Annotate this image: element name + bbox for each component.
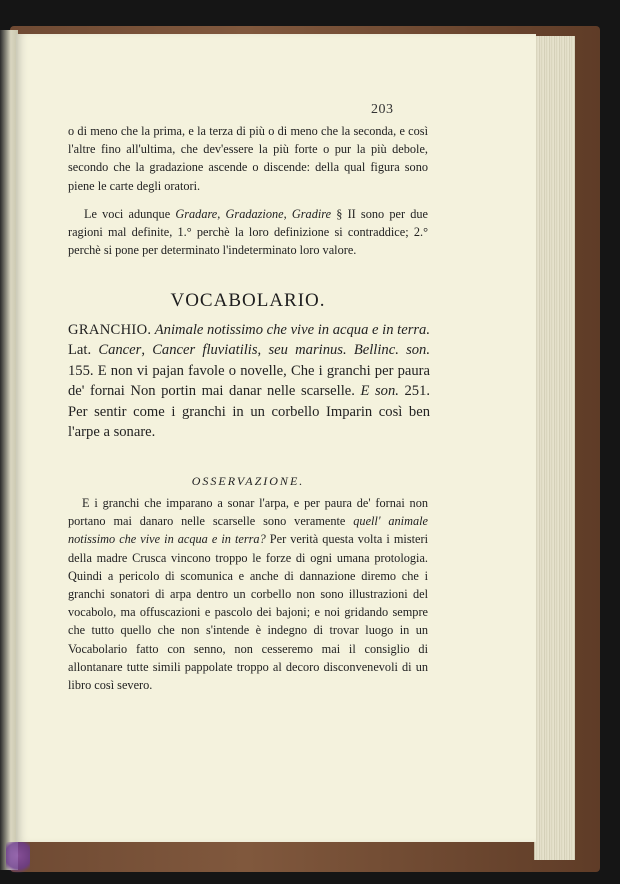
page-fore-edge bbox=[534, 36, 575, 860]
dictionary-entry-granchio bbox=[68, 320, 430, 442]
entry-latin-1: Cancer bbox=[98, 342, 142, 359]
entry-latin-label: Lat. bbox=[68, 342, 99, 359]
page-number: 203 bbox=[371, 102, 394, 117]
entry-quote-1: 155. E non vi pajan favole o novelle, Che i granchi per paura de' fornai Non portin mai danar nelle scarselle. bbox=[68, 362, 430, 400]
entry-latin-2: Cancer fluviatilis bbox=[152, 342, 258, 359]
entry-latin-3: seu marinus. bbox=[268, 342, 347, 359]
para3-text-a: E i granchi che imparano a sonar l'arpa, e per paura de' fornai non portano mai danaro nelle scarselle sono veramente bbox=[68, 496, 428, 529]
para3-italic-quote: quell' animale notissimo che vive in acqua e in terra? bbox=[68, 514, 428, 547]
para3-text-b: Per verità questa volta i misteri della madre Crusca vincono troppo le forze di ogni umana protologia. Quindi a pericolo di scomunica e anche di dannazione diremo che i granchi sonatori di arpa dentro un corbello non sono illustrazioni del vocabolo, ma offuscazioni e pascolo dei bajoni; e noi gridando sempre che tutto quello che non s'intende è indegno di trovar luogo in un Vocabolario fatto con senno, non cesseremo mai il consiglio di allontanare tutte simili pappolate troppo al decoro disconvenevoli di un libro così severo. bbox=[68, 532, 428, 693]
entry-definition: Animale notissimo che vive in acqua e in terra. bbox=[151, 322, 430, 338]
para2-text-c: , bbox=[283, 207, 292, 221]
section-subheading-osservazione: OSSERVAZIONE. bbox=[191, 474, 305, 488]
term-gradire: Gradire bbox=[291, 207, 332, 221]
paragraph-continuation: o di meno che la prima, e la terza di più o di meno che la seconda, e così l'altre fino all'ultima, che dev'essere la più forte o pur la più debole, secondo che la gradazione ascende o discende: della qual figura sono piene le carte degli oratori. bbox=[68, 124, 428, 193]
book-page bbox=[16, 34, 536, 842]
entry-headword: GRANCHIO. bbox=[68, 322, 152, 338]
paragraph-osservazione bbox=[68, 494, 428, 694]
term-gradare: Gradare bbox=[175, 207, 218, 221]
entry-citation-1: Bellinc. son. bbox=[346, 342, 431, 359]
para2-text-d: § II sono per due ragioni mal definite, 1.° perchè la loro definizione si contraddice; 2.° perchè si pone per determinato l'indeterminato loro valore. bbox=[68, 207, 428, 258]
term-gradazione: Gradazione bbox=[225, 207, 284, 221]
library-stamp-icon bbox=[6, 842, 30, 876]
entry-sep-1: , bbox=[141, 342, 153, 359]
entry-quote-2: 251. Per sentir come i granchi in un corbello Imparin così ben l'arpe a sonare. bbox=[68, 383, 431, 441]
entry-sep-2: , bbox=[257, 342, 269, 359]
entry-citation-2: E son. bbox=[360, 383, 399, 400]
para2-text-b: , bbox=[217, 207, 226, 221]
para2-text-a: Le voci adunque bbox=[84, 207, 176, 221]
paragraph-voci-adunque bbox=[68, 205, 428, 260]
section-heading-vocabolario: VOCABOLARIO. bbox=[170, 290, 326, 311]
